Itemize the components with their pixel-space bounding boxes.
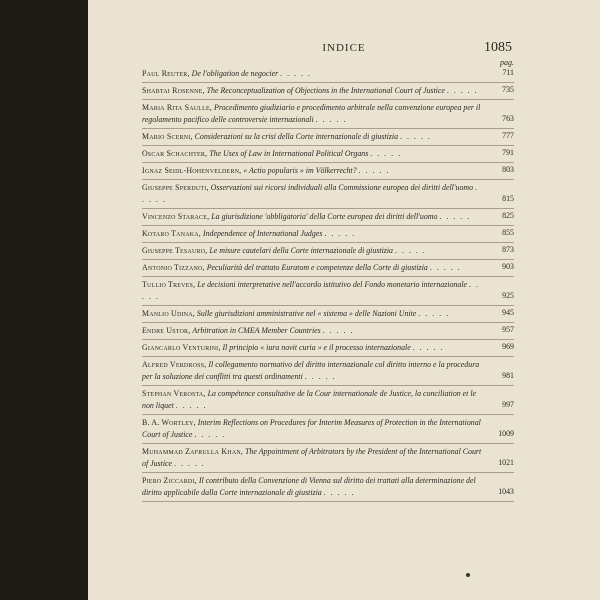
leader-dots: . . . . .	[323, 488, 355, 497]
entry-title: La compétence consultative de la Cour internationale de Justice, la conciliation et le non liquet	[142, 389, 477, 410]
leader-dots: . . . . .	[370, 149, 402, 158]
entry-page: 903	[502, 262, 514, 271]
toc-entry	[142, 68, 514, 83]
entry-page: 997	[502, 400, 514, 409]
toc-entry	[142, 325, 514, 340]
entry-title: « Actio popularis » im Völkerrecht?	[243, 166, 357, 175]
toc-entry	[142, 182, 514, 209]
entry-page: 777	[502, 131, 514, 140]
entry-page: 803	[502, 165, 514, 174]
entry-author: Piero Ziccardi,	[142, 476, 197, 485]
toc-entry	[142, 245, 514, 260]
toc-entry	[142, 342, 514, 357]
entry-author: B. A. Wortley,	[142, 418, 196, 427]
table-of-contents	[142, 68, 514, 504]
entry-title: De l'obligation de negocier	[191, 69, 279, 78]
toc-entry	[142, 228, 514, 243]
entry-page: 855	[502, 228, 514, 237]
leader-dots: . . . . .	[142, 280, 480, 301]
entry-author: Giancarlo Venturini,	[142, 343, 221, 352]
leader-dots: . . . . .	[142, 183, 479, 204]
entry-author: Antonio Tizzano,	[142, 263, 205, 272]
entry-title: The Uses of Law in International Political Organs	[209, 149, 369, 158]
entry-title: The Appointment of Arbitrators by the President of the International Court of Justice	[142, 447, 482, 468]
leader-dots: . . . . .	[175, 401, 208, 410]
entry-page: 815	[502, 194, 514, 203]
entry-page: 1043	[498, 487, 514, 496]
entry-title: Il principio « iura novit curia » e il processo internazionale	[222, 343, 411, 352]
entry-page: 969	[502, 342, 514, 351]
entry-page: 925	[502, 291, 514, 300]
entry-author: Muhammad Zafrulla Khan,	[142, 447, 244, 456]
entry-author: Tullio Treves,	[142, 280, 196, 289]
toc-entry	[142, 359, 514, 386]
entry-page: 1009	[498, 429, 514, 438]
entry-title: Procedimento giudiziario e procedimento arbitrale nella convenzione europea per il regolamento pacifico delle controversie internazionali	[142, 103, 481, 124]
leader-dots: . . . . .	[418, 309, 450, 318]
entry-page: 873	[502, 245, 514, 254]
leader-dots: . . . . .	[324, 229, 356, 238]
toc-entry	[142, 262, 514, 277]
entry-author: Oscar Schachter,	[142, 149, 208, 158]
toc-entry	[142, 279, 514, 306]
entry-page: 1021	[498, 458, 514, 467]
entry-title: Osservazioni sui ricorsi individuali alla Commissione europea dei diritti dell'uomo	[210, 183, 474, 192]
toc-entry	[142, 85, 514, 100]
entry-title: Considerazioni su la crisi della Corte internazionale di giustizia	[194, 132, 399, 141]
entry-author: Alfred Verdross,	[142, 360, 207, 369]
entry-title: Sulle giurisdizioni amministrative nel « sistema » delle Nazioni Unite	[196, 309, 417, 318]
entry-title: Peculiarità del trattato Euratom e competenze della Corte di giustizia	[206, 263, 428, 272]
entry-page: 711	[502, 68, 514, 77]
entry-title: Interim Reflections on Procedures for Interim Measures of Protection in the International Court of Justice	[142, 418, 481, 439]
pag-label: pag.	[500, 58, 514, 67]
entry-author: Shabtai Rosenne,	[142, 86, 205, 95]
entry-title: Le misure cautelari della Corte internazionale di giustizia	[209, 246, 393, 255]
page-header	[88, 40, 600, 56]
leader-dots: . . . . .	[446, 86, 479, 95]
leader-dots: . . . . .	[400, 132, 432, 141]
leader-dots: . . . . .	[439, 212, 471, 221]
entry-author: Kotaro Tanaka,	[142, 229, 201, 238]
toc-entry	[142, 388, 514, 415]
leader-dots: . . . . .	[304, 372, 337, 381]
toc-entry	[142, 211, 514, 226]
toc-entry	[142, 131, 514, 146]
entry-author: Mario Scerni,	[142, 132, 193, 141]
leader-dots: . . . . .	[394, 246, 427, 255]
entry-page: 763	[502, 114, 514, 123]
entry-author: Manlio Udina,	[142, 309, 195, 318]
leader-dots: . . . . .	[358, 166, 390, 175]
entry-page: 825	[502, 211, 514, 220]
entry-page: 957	[502, 325, 514, 334]
entry-author: Maria Rita Saulle,	[142, 103, 213, 112]
entry-title: Il collegamento normativo del diritto internazionale col diritto interno e la procedura per la soluzione dei conflitti tra questi ordinamenti	[142, 360, 480, 381]
book-page	[88, 0, 600, 600]
entry-title: La giurisdizione 'obbligatoria' della Corte europea dei diritti dell'uomo	[211, 212, 438, 221]
toc-entry	[142, 102, 514, 129]
entry-page: 735	[502, 85, 514, 94]
entry-title: Independence of International Judges	[202, 229, 323, 238]
toc-entry	[142, 148, 514, 163]
toc-entry	[142, 475, 514, 502]
leader-dots: . . . . .	[429, 263, 462, 272]
entry-page: 791	[502, 148, 514, 157]
entry-author: Endre Ustor,	[142, 326, 191, 335]
running-title: INDICE	[322, 42, 366, 54]
leader-dots: . . . . .	[412, 343, 444, 352]
entry-author: Ignaz Seidl-Hohenveldern,	[142, 166, 242, 175]
entry-page: 981	[502, 371, 514, 380]
leader-dots: . . . . .	[194, 430, 226, 439]
toc-entry	[142, 308, 514, 323]
entry-page: 945	[502, 308, 514, 317]
entry-author: Giuseppe Tesauro,	[142, 246, 208, 255]
entry-author: Paul Reuter,	[142, 69, 190, 78]
leader-dots: . . . . .	[315, 115, 347, 124]
entry-author: Vincenzo Starace,	[142, 212, 210, 221]
entry-title: Le decisioni interpretative nell'accordo istitutivo del Fondo monetario internazionale	[197, 280, 468, 289]
leader-dots: . . . . .	[174, 459, 206, 468]
entry-title: Arbitration in CMEA Member Countries	[192, 326, 321, 335]
leader-dots: . . . . .	[322, 326, 354, 335]
leader-dots: . . . . .	[280, 69, 312, 78]
toc-entry	[142, 165, 514, 180]
page-number: 1085	[484, 40, 512, 55]
entry-author: Stephan Verosta,	[142, 389, 206, 398]
printer-mark	[466, 573, 470, 577]
toc-entry	[142, 446, 514, 473]
entry-author: Giuseppe Sperduti,	[142, 183, 209, 192]
entry-title: The Reconceptualization of Objections in the International Court of Justice	[206, 86, 445, 95]
entry-title: Il contributo della Convenzione di Vienna sul diritto dei trattati alla determinazione del diritto applicabile dalla Corte internazionale di giustizia	[142, 476, 476, 497]
toc-entry	[142, 417, 514, 444]
